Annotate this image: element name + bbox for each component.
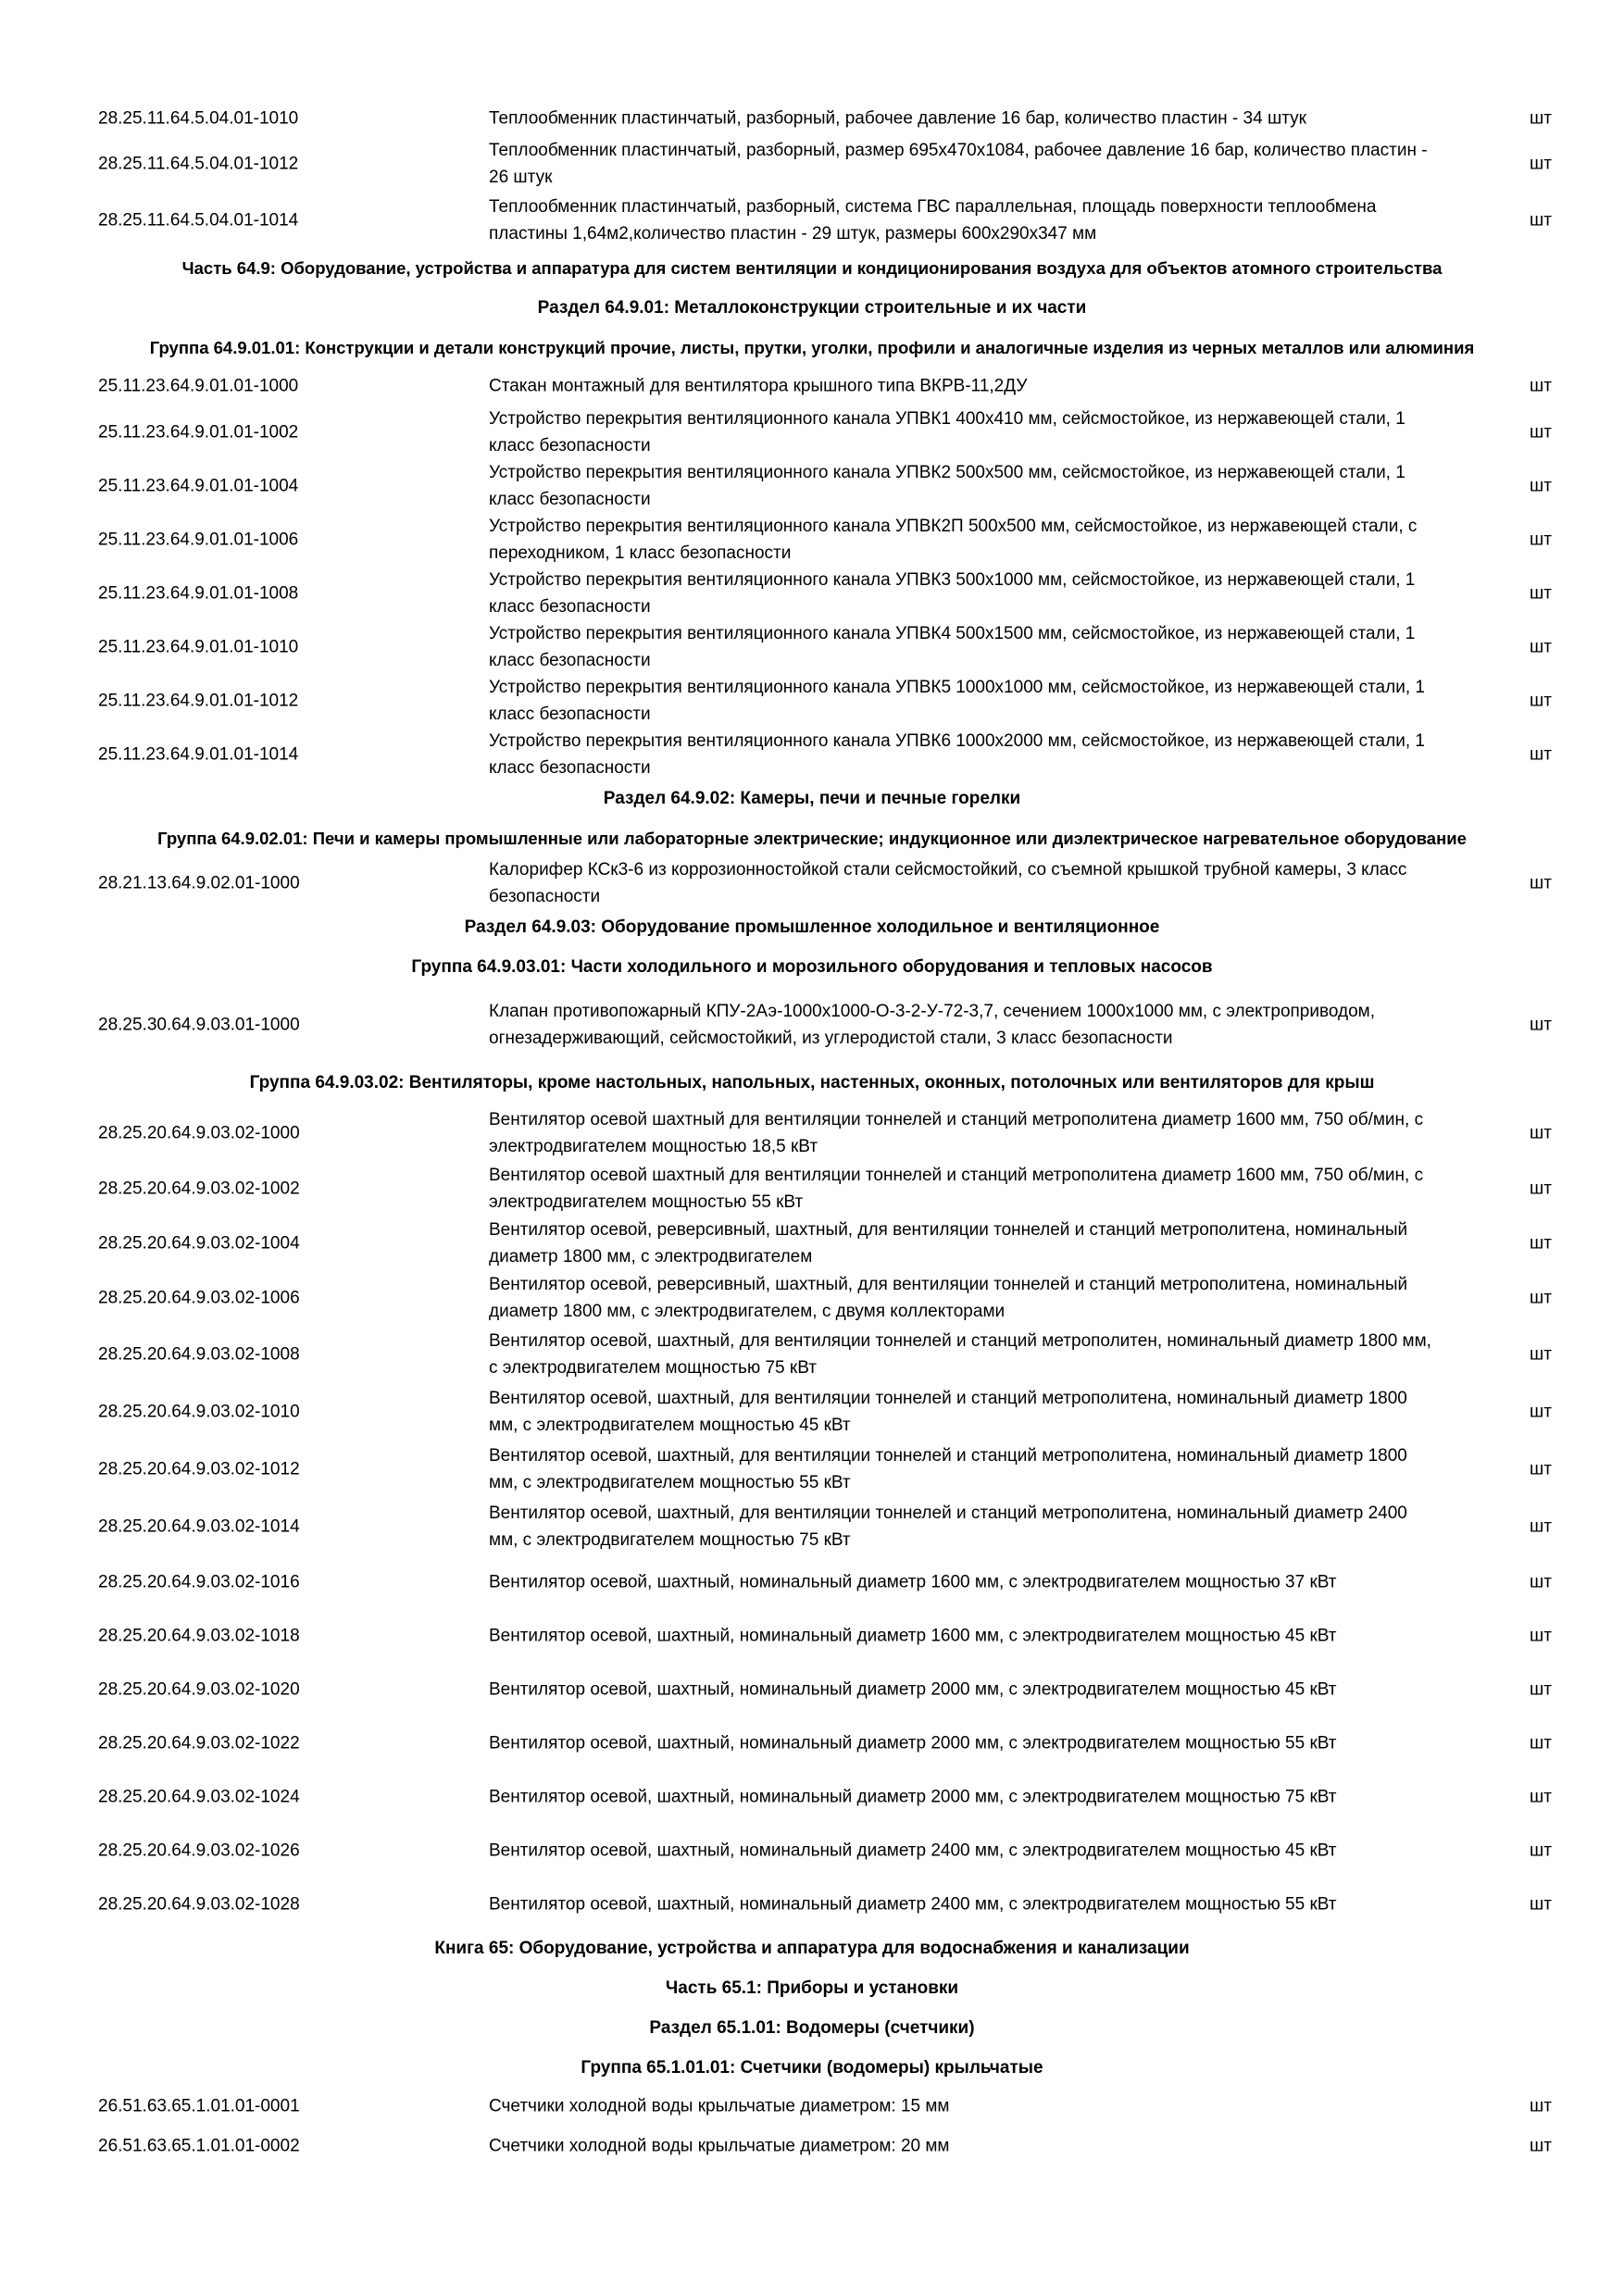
item-unit: шт — [1530, 1344, 1552, 1365]
item-description: Теплообменник пластинчатый, разборный, рабочее давление 16 бар, количество пластин - 34 штук — [489, 108, 1306, 129]
table-row — [0, 2130, 1624, 2162]
item-description: Вентилятор осевой шахтный для вентиляции тоннелей и станций метрополитена диаметр 1600 мм, 750 об/мин, с электродвигателем мощностью 18,5 кВт — [489, 1110, 1424, 1156]
table-row — [0, 137, 1624, 191]
item-code: 28.25.11.64.5.04.01-1014 — [98, 210, 299, 231]
table-row — [0, 1878, 1624, 1931]
item-description: Вентилятор осевой, шахтный, для вентиляции тоннелей и станций метрополитена, номинальный диаметр 1800 мм, с электродвигателем мощностью 45 кВт — [489, 1389, 1407, 1435]
item-description: Вентилятор осевой, шахтный, номинальный диаметр 2000 мм, с электродвигателем мощностью 55 кВт — [489, 1733, 1337, 1753]
item-code: 28.25.20.64.9.03.02-1016 — [98, 1572, 300, 1592]
item-unit: шт — [1530, 376, 1552, 396]
item-code: 28.25.20.64.9.03.02-1022 — [98, 1733, 300, 1753]
item-code: 28.25.20.64.9.03.02-1002 — [98, 1179, 300, 1199]
table-row — [0, 1161, 1624, 1217]
item-code: 26.51.63.65.1.01.01-0002 — [98, 2136, 300, 2156]
item-unit: шт — [1530, 691, 1552, 711]
item-description: Вентилятор осевой, шахтный, для вентиляции тоннелей и станций метрополитен, номинальный диаметр 1800 мм, с электродвигателем мощностью 75 кВт — [489, 1331, 1431, 1378]
item-code: 28.25.20.64.9.03.02-1010 — [98, 1402, 300, 1422]
item-unit: шт — [1530, 637, 1552, 657]
item-code: 25.11.23.64.9.01.01-1004 — [98, 476, 299, 496]
table-row — [0, 728, 1624, 781]
item-code: 28.25.20.64.9.03.02-1024 — [98, 1787, 300, 1807]
table-row — [0, 2090, 1624, 2122]
table-row — [0, 193, 1624, 247]
table-row — [0, 1105, 1624, 1161]
group-heading: Группа 64.9.03.02: Вентиляторы, кроме настольных, напольных, настенных, оконных, потолочных или вентиляторов для крыш — [249, 1073, 1375, 1092]
table-row — [0, 1609, 1624, 1663]
part-heading: Часть 65.1: Приборы и установки — [665, 1978, 959, 1998]
table-row — [0, 1216, 1624, 1271]
item-code: 25.11.23.64.9.01.01-1006 — [98, 530, 299, 550]
item-code: 28.25.20.64.9.03.02-1000 — [98, 1123, 300, 1143]
table-row — [0, 1663, 1624, 1716]
item-code: 28.25.20.64.9.03.02-1028 — [98, 1894, 300, 1915]
item-code: 25.11.23.64.9.01.01-1012 — [98, 691, 299, 711]
item-description: Стакан монтажный для вентилятора крышного типа ВКРВ-11,2ДУ — [489, 376, 1028, 396]
item-unit: шт — [1530, 744, 1552, 765]
item-unit: шт — [1530, 1516, 1552, 1537]
item-description: Вентилятор осевой, шахтный, номинальный диаметр 2000 мм, с электродвигателем мощностью 75 кВт — [489, 1787, 1337, 1807]
table-row — [0, 372, 1624, 400]
item-code: 28.25.20.64.9.03.02-1012 — [98, 1459, 300, 1479]
item-unit: шт — [1530, 1733, 1552, 1753]
item-unit: шт — [1530, 1626, 1552, 1646]
item-unit: шт — [1530, 2096, 1552, 2116]
item-code: 28.25.20.64.9.03.02-1004 — [98, 1233, 300, 1254]
table-row — [0, 513, 1624, 567]
item-code: 28.25.11.64.5.04.01-1012 — [98, 154, 299, 174]
item-description: Устройство перекрытия вентиляционного канала УПВК5 1000х1000 мм, сейсмостойкое, из нержавеющей стали, 1 класс безопасности — [489, 678, 1425, 724]
item-description: Устройство перекрытия вентиляционного канала УПВК2П 500х500 мм, сейсмостойкое, из нержавеющей стали, с переходником, 1 класс безопасности — [489, 517, 1418, 563]
item-unit: шт — [1530, 1402, 1552, 1422]
item-code: 25.11.23.64.9.01.01-1000 — [98, 376, 299, 396]
group-heading: Группа 65.1.01.01: Счетчики (водомеры) крыльчатые — [581, 2058, 1043, 2078]
item-unit: шт — [1530, 530, 1552, 550]
item-unit: шт — [1530, 210, 1552, 231]
table-row — [0, 856, 1624, 910]
item-code: 25.11.23.64.9.01.01-1002 — [98, 422, 299, 443]
item-code: 25.11.23.64.9.01.01-1010 — [98, 637, 299, 657]
item-unit: шт — [1530, 1679, 1552, 1700]
item-description: Вентилятор осевой, шахтный, номинальный диаметр 2400 мм, с электродвигателем мощностью 55 кВт — [489, 1894, 1337, 1915]
item-description: Вентилятор осевой, шахтный, для вентиляции тоннелей и станций метрополитена, номинальный диаметр 1800 мм, с электродвигателем мощностью 55 кВт — [489, 1446, 1407, 1492]
item-unit: шт — [1530, 1288, 1552, 1308]
item-description: Устройство перекрытия вентиляционного канала УПВК3 500х1000 мм, сейсмостойкое, из нержавеющей стали, 1 класс безопасности — [489, 570, 1416, 617]
table-row — [0, 406, 1624, 459]
part-heading: Часть 64.9: Оборудование, устройства и аппаратура для систем вентиляции и кондиционирования воздуха для объектов атомного строительства — [181, 258, 1443, 278]
item-code: 25.11.23.64.9.01.01-1008 — [98, 583, 299, 604]
item-description: Устройство перекрытия вентиляционного канала УПВК4 500х1500 мм, сейсмостойкое, из нержавеющей стали, 1 класс безопасности — [489, 624, 1416, 670]
table-row — [0, 1327, 1624, 1382]
table-row — [0, 1824, 1624, 1878]
item-code: 26.51.63.65.1.01.01-0001 — [98, 2096, 300, 2116]
item-unit: шт — [1530, 2136, 1552, 2156]
item-unit: шт — [1530, 1841, 1552, 1861]
item-description: Вентилятор осевой, шахтный, для вентиляции тоннелей и станций метрополитена, номинальный диаметр 2400 мм, с электродвигателем мощностью 75 кВт — [489, 1504, 1407, 1550]
table-row — [0, 567, 1624, 620]
item-unit: шт — [1530, 873, 1552, 893]
item-description: Счетчики холодной воды крыльчатые диаметром: 15 мм — [489, 2096, 950, 2116]
item-unit: шт — [1530, 1894, 1552, 1915]
table-row — [0, 674, 1624, 728]
item-description: Устройство перекрытия вентиляционного канала УПВК2 500х500 мм, сейсмостойкое, из нержавеющей стали, 1 класс безопасности — [489, 463, 1405, 509]
item-code: 28.25.11.64.5.04.01-1010 — [98, 108, 299, 129]
item-description: Вентилятор осевой, реверсивный, шахтный, для вентиляции тоннелей и станций метрополитена, номинальный диаметр 1800 мм, с электродвигателем — [489, 1220, 1408, 1267]
item-code: 28.25.30.64.9.03.01-1000 — [98, 1015, 300, 1035]
table-row — [0, 1270, 1624, 1326]
item-unit: шт — [1530, 154, 1552, 174]
item-description: Теплообменник пластинчатый, разборный, система ГВС параллельная, площадь поверхности теплообмена пластины 1,64м2,количество пластин - 29 штук, размеры 600х290х347 мм — [489, 197, 1377, 243]
table-row — [0, 984, 1624, 1066]
item-code: 25.11.23.64.9.01.01-1014 — [98, 744, 299, 765]
item-unit: шт — [1530, 108, 1552, 129]
item-description: Устройство перекрытия вентиляционного канала УПВК1 400х410 мм, сейсмостойкое, из нержавеющей стали, 1 класс безопасности — [489, 409, 1405, 455]
table-row — [0, 1716, 1624, 1770]
table-row — [0, 1555, 1624, 1609]
item-code: 28.25.20.64.9.03.02-1006 — [98, 1288, 300, 1308]
table-row — [0, 459, 1624, 513]
table-row — [0, 1384, 1624, 1440]
item-description: Устройство перекрытия вентиляционного канала УПВК6 1000х2000 мм, сейсмостойкое, из нержавеющей стали, 1 класс безопасности — [489, 731, 1425, 778]
item-unit: шт — [1530, 422, 1552, 443]
item-description: Вентилятор осевой, шахтный, номинальный диаметр 1600 мм, с электродвигателем мощностью 45 кВт — [489, 1626, 1337, 1646]
group-heading: Группа 64.9.02.01: Печи и камеры промышленные или лабораторные электрические; индукционное или диэлектрическое нагревательное оборудование — [157, 829, 1467, 848]
item-description: Теплообменник пластинчатый, разборный, размер 695х470х1084, рабочее давление 16 бар, количество пластин - 26 штук — [489, 141, 1428, 187]
group-heading: Группа 64.9.03.01: Части холодильного и морозильного оборудования и тепловых насосов — [411, 957, 1213, 977]
item-description: Вентилятор осевой шахтный для вентиляции тоннелей и станций метрополитена диаметр 1600 мм, 750 об/мин, с электродвигателем мощностью 55 кВт — [489, 1166, 1424, 1212]
item-unit: шт — [1530, 1179, 1552, 1199]
item-description: Вентилятор осевой, шахтный, номинальный диаметр 2400 мм, с электродвигателем мощностью 45 кВт — [489, 1841, 1337, 1861]
item-description: Калорифер КСк3-6 из коррозионностойкой стали сейсмостойкий, со съемной крышкой трубной камеры, 3 класс безопасности — [489, 860, 1407, 906]
table-row — [0, 1770, 1624, 1824]
item-code: 28.25.20.64.9.03.02-1026 — [98, 1841, 300, 1861]
item-code: 28.25.20.64.9.03.02-1018 — [98, 1626, 300, 1646]
item-unit: шт — [1530, 476, 1552, 496]
item-unit: шт — [1530, 583, 1552, 604]
item-code: 28.21.13.64.9.02.01-1000 — [98, 873, 300, 893]
table-row — [0, 620, 1624, 674]
section-heading: Раздел 65.1.01: Водомеры (счетчики) — [649, 2018, 975, 2038]
item-unit: шт — [1530, 1233, 1552, 1254]
item-description: Вентилятор осевой, шахтный, номинальный диаметр 1600 мм, с электродвигателем мощностью 37 кВт — [489, 1572, 1337, 1592]
item-unit: шт — [1530, 1787, 1552, 1807]
item-unit: шт — [1530, 1572, 1552, 1592]
item-description: Клапан противопожарный КПУ-2Аэ-1000х1000-О-3-2-У-72-3,7, сечением 1000х1000 мм, с электроприводом, огнезадерживающий, сейсмостойкий, из углеродистой стали, 3 класс безопасности — [489, 1002, 1376, 1048]
item-code: 28.25.20.64.9.03.02-1008 — [98, 1344, 300, 1365]
item-unit: шт — [1530, 1459, 1552, 1479]
item-description: Счетчики холодной воды крыльчатые диаметром: 20 мм — [489, 2136, 950, 2156]
item-code: 28.25.20.64.9.03.02-1014 — [98, 1516, 300, 1537]
table-row — [0, 1499, 1624, 1554]
section-heading: Раздел 64.9.02: Камеры, печи и печные горелки — [603, 789, 1021, 808]
group-heading: Группа 64.9.01.01: Конструкции и детали конструкций прочие, листы, прутки, уголки, профили и аналогичные изделия из черных металлов или алюминия — [149, 338, 1475, 357]
item-unit: шт — [1530, 1015, 1552, 1035]
item-code: 28.25.20.64.9.03.02-1020 — [98, 1679, 300, 1700]
table-row — [0, 105, 1624, 132]
item-description: Вентилятор осевой, шахтный, номинальный диаметр 2000 мм, с электродвигателем мощностью 45 кВт — [489, 1679, 1337, 1700]
book-heading: Книга 65: Оборудование, устройства и аппаратура для водоснабжения и канализации — [434, 1939, 1190, 1958]
item-description: Вентилятор осевой, реверсивный, шахтный, для вентиляции тоннелей и станций метрополитена, номинальный диаметр 1800 мм, с электродвигателем, с двумя коллекторами — [489, 1275, 1408, 1321]
table-row — [0, 1441, 1624, 1497]
section-heading: Раздел 64.9.03: Оборудование промышленное холодильное и вентиляционное — [464, 917, 1160, 937]
section-heading: Раздел 64.9.01: Металлоконструкции строительные и их части — [537, 298, 1087, 318]
item-unit: шт — [1530, 1123, 1552, 1143]
